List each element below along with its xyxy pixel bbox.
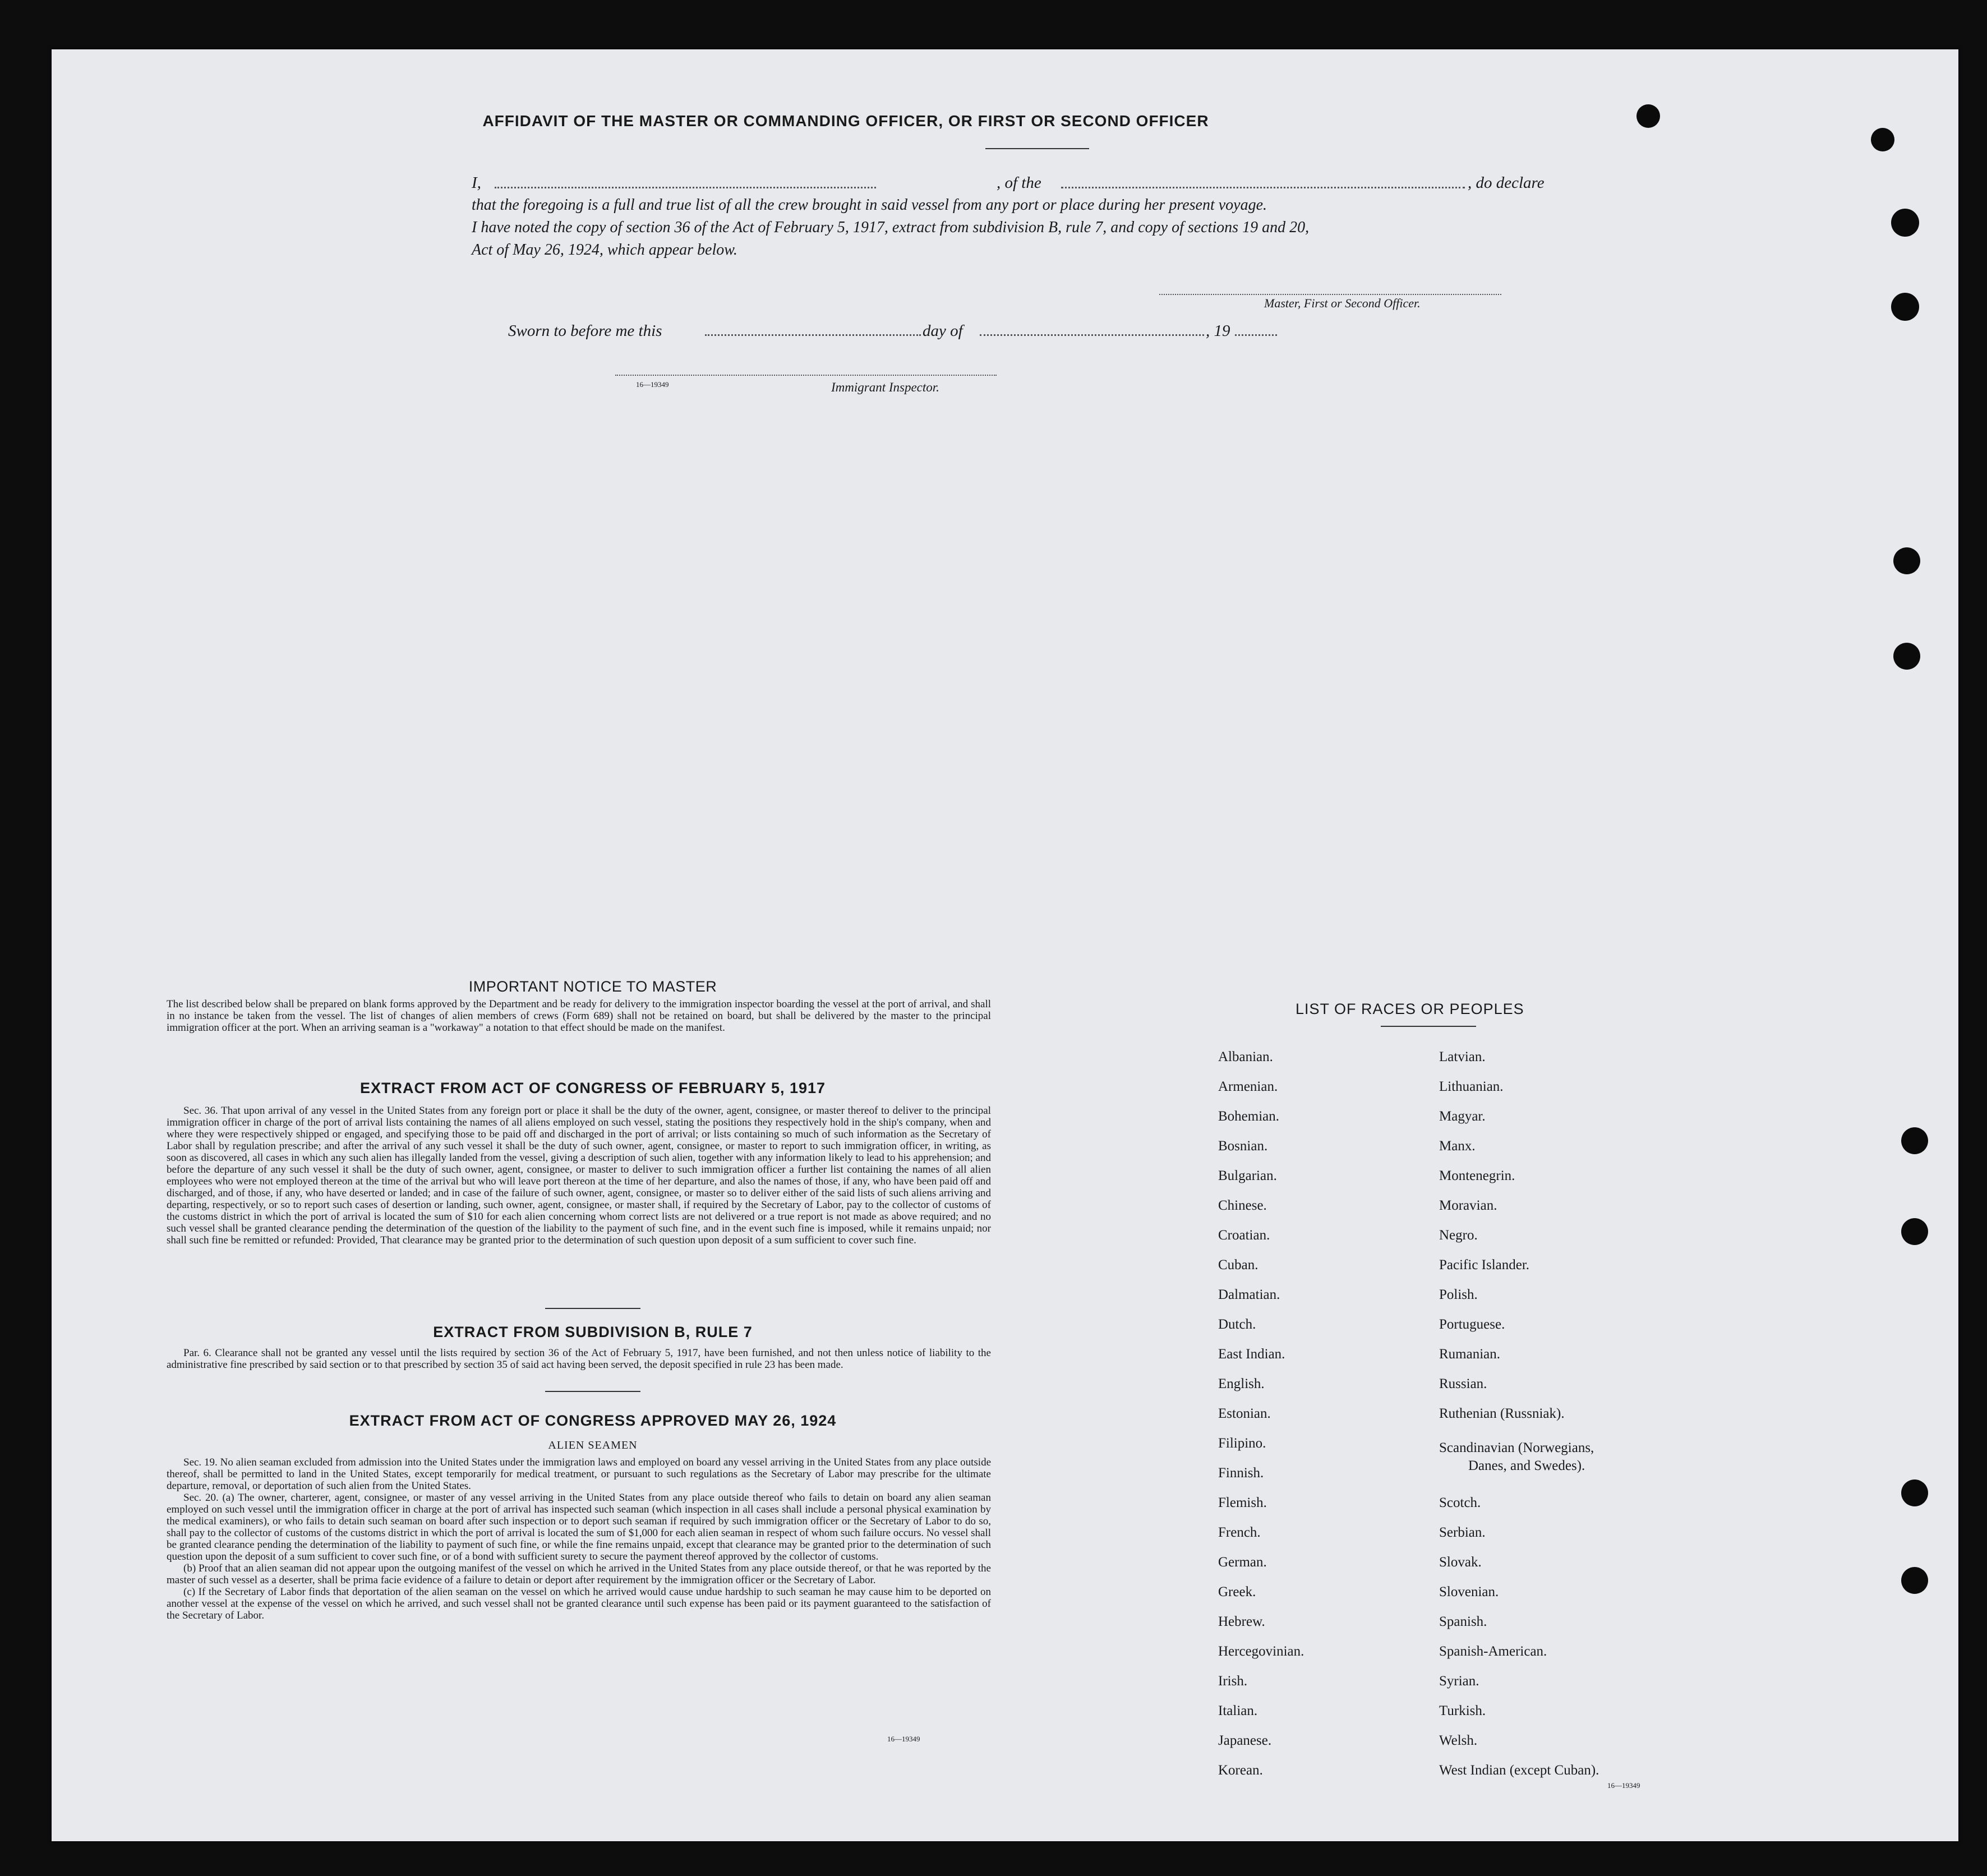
punch-hole [1901, 1127, 1928, 1154]
of-the-text: , of the [997, 174, 1041, 192]
race-item: Croatian. [1218, 1228, 1270, 1243]
affidavit-line2: that the foregoing is a full and true list of all the crew brought in said vessel from any port or place during her present voyage. [472, 196, 1267, 214]
races-underline [1381, 1026, 1476, 1027]
race-item: Lithuanian. [1439, 1079, 1504, 1094]
race-item: Ruthenian (Russniak). [1439, 1406, 1565, 1421]
document-sheet [52, 49, 1958, 1841]
extract-1917-title: EXTRACT FROM ACT OF CONGRESS OF FEBRUARY 5, 1917 [359, 1080, 826, 1096]
race-item: Flemish. [1218, 1495, 1267, 1510]
sec-20b: (b) Proof that an alien seaman did not appear upon the outgoing manifest of the vessel on which he arrived in the United States from any place outside thereof, or that he was reported by the master of such vessel as a deserter, shall be prima facie evidence of a failure to detain or deport after requirement by the immigration officer or the Secretary of Labor. [167, 1562, 991, 1586]
race-item: Bulgarian. [1218, 1168, 1277, 1183]
races-title: LIST OF RACES OR PEOPLES [1296, 1001, 1524, 1017]
punch-hole [1893, 547, 1920, 574]
race-item: Portuguese. [1439, 1317, 1505, 1332]
name-blank[interactable] [495, 187, 876, 188]
race-item: Spanish-American. [1439, 1644, 1547, 1659]
sec-20c: (c) If the Secretary of Labor finds that deportation of the alien seaman on the vessel on which he arrived would cause undue hardship to such seaman he may cause him to be deported on another vessel at the expense of the vessel on which he arrived, and such vessel shall not be granted clearance until such expense has been paid or its payment guaranteed to the satisfaction of the Secretary of Labor. [167, 1586, 991, 1621]
race-item: Italian. [1218, 1703, 1258, 1718]
punch-hole [1891, 209, 1919, 237]
race-item: Negro. [1439, 1228, 1478, 1243]
affidavit-title: AFFIDAVIT OF THE MASTER OR COMMANDING OFFICER, OR FIRST OR SECOND OFFICER [482, 112, 1209, 130]
rule7-title: EXTRACT FROM SUBDIVISION B, RULE 7 [433, 1324, 753, 1340]
race-item: Japanese. [1218, 1733, 1272, 1748]
notice-body: The list described below shall be prepared on blank forms approved by the Department and be ready for delivery to the immigration inspector boarding the vessel at the port of arrival, and shall in no instance be taken from the vessel. The list of changes of alien members of crews (Form 689) shall not be retained on board, but shall be delivered by the master to the principal immigration officer at the port. When an arriving seaman is a "workaway" a notation to that effect should be made on the manifest. [167, 998, 991, 1034]
race-item: Polish. [1439, 1287, 1478, 1302]
sworn-month-blank[interactable] [980, 334, 1204, 336]
affidavit-line4: Act of May 26, 1924, which appear below. [472, 241, 737, 259]
race-item: Dalmatian. [1218, 1287, 1280, 1302]
race-item: Spanish. [1439, 1614, 1487, 1629]
rule7-body: Par. 6. Clearance shall not be granted any vessel until the lists required by section 36 of the Act of February 5, 1917, have been furnished, and not then unless notice of liability to the administrative fine prescribed by said section or to that prescribed by section 35 of said act having been served, the deposit specified in rule 23 has been made. [167, 1347, 991, 1371]
master-signature-label: Master, First or Second Officer. [1264, 296, 1421, 310]
race-item: Pacific Islander. [1439, 1257, 1530, 1273]
extract-1924-sections [167, 1456, 991, 1621]
race-item: East Indian. [1218, 1347, 1285, 1362]
sworn-day-blank[interactable] [705, 334, 921, 336]
divider-rule7 [545, 1391, 640, 1392]
race-item: Albanian. [1218, 1049, 1273, 1064]
extract-1917-body: Sec. 36. That upon arrival of any vessel in the United States from any foreign port or place it shall be the duty of the owner, agent, consignee, or master thereof to deliver to the principal immigration officer in charge of the port of arrival lists containing the names of all aliens employed on such vessel, stating the positions they respectively hold in the ship's company, when and where they were respectively shipped or engaged, and specifying those to be paid off and discharged in the port of arrival; or lists containing so much of such information as the Secretary of Labor shall by regulation prescribe; and after the arrival of any such vessel it shall be the duty of such owner, agent, consignee, or master to report to such immigration officer, in writing, as soon as discovered, all cases in which any such alien has illegally landed from the vessel, giving a description of such alien, together with any information likely to lead to his apprehension; and before the departure of any such vessel it shall be the duty of such owner, agent, consignee, or master to deliver to such immigration officer a further list containing the names of all alien employees who were not employed thereon at the time of the arrival but who will leave port thereon at the time of her departure, and also the names of those, if any, who have been paid off and discharged, and of those, if any, who have deserted or landed; and in case of the failure of such owner, agent, consignee, or master so to deliver either of the said lists of such aliens arriving and departing, respectively, or so to report such cases of desertion or landing, such owner, agent, consignee, or master shall, if required by the Secretary of Labor, pay to the collector of customs of the customs district in which the port of arrival is located the sum of $10 for each alien concerning whom correct lists are not delivered or a true report is not made as above required; and no such vessel shall be granted clearance pending the determination of the question of the liability to the payment of such fine, and in the event such fine is imposed, while it remains unpaid; nor shall such fine be remitted or refunded: Provided, That clearance may be granted prior to the determination of such question upon deposit of a sum sufficient to cover such fine. [167, 1105, 991, 1246]
race-item: Finnish. [1218, 1465, 1264, 1481]
punch-hole [1636, 104, 1660, 128]
year-text: , 19 [1206, 322, 1230, 340]
master-signature-line[interactable] [1159, 294, 1501, 295]
sworn-text: Sworn to before me this [508, 322, 662, 340]
race-item-continued: Danes, and Swedes). [1468, 1458, 1585, 1473]
punch-hole [1901, 1479, 1928, 1506]
punch-hole [1901, 1567, 1928, 1594]
punch-hole [1871, 128, 1894, 151]
race-item: Welsh. [1439, 1733, 1478, 1748]
race-item: Slovak. [1439, 1555, 1482, 1570]
race-item: Chinese. [1218, 1198, 1267, 1213]
race-item: Scandinavian (Norwegians, [1439, 1440, 1594, 1455]
race-item: West Indian (except Cuban). [1439, 1763, 1599, 1778]
race-item: Bohemian. [1218, 1109, 1280, 1124]
race-item: Moravian. [1439, 1198, 1497, 1213]
race-item: Korean. [1218, 1763, 1263, 1778]
race-item: Irish. [1218, 1674, 1248, 1689]
race-item: Dutch. [1218, 1317, 1256, 1332]
race-item: Cuban. [1218, 1257, 1258, 1273]
race-item: Montenegrin. [1439, 1168, 1515, 1183]
race-item: Filipino. [1218, 1436, 1266, 1451]
race-item: Serbian. [1439, 1525, 1486, 1540]
race-item: German. [1218, 1555, 1267, 1570]
race-item: Syrian. [1439, 1674, 1479, 1689]
races-form-number: 16—19349 [1607, 1781, 1640, 1790]
extract-1924-title: EXTRACT FROM ACT OF CONGRESS APPROVED MAY 26, 1924 [349, 1412, 837, 1429]
i-prefix: I, [472, 174, 481, 192]
race-item: Magyar. [1439, 1109, 1486, 1124]
race-item: Latvian. [1439, 1049, 1486, 1064]
punch-hole [1901, 1218, 1928, 1245]
inspector-signature-line[interactable] [615, 375, 997, 376]
race-item: Greek. [1218, 1584, 1256, 1600]
affidavit-form-number: 16—19349 [636, 380, 669, 389]
race-item: Estonian. [1218, 1406, 1271, 1421]
divider-1917 [545, 1308, 640, 1309]
sworn-year-blank[interactable] [1235, 334, 1277, 336]
race-item: Slovenian. [1439, 1584, 1499, 1600]
inspector-label: Immigrant Inspector. [831, 380, 939, 394]
race-item: Russian. [1439, 1376, 1487, 1391]
day-of-text: day of [923, 322, 963, 340]
extract-form-number: 16—19349 [887, 1735, 920, 1743]
race-item: Hercegovinian. [1218, 1644, 1304, 1659]
punch-hole [1891, 293, 1919, 321]
race-item: English. [1218, 1376, 1265, 1391]
sec-19: Sec. 19. No alien seaman excluded from admission into the United States under the immigration laws and employed on board any vessel arriving in the United States from any place outside thereof, shall be permitted to land in the United States, except temporarily for medical treatment, or pursuant to such regulations as the Secretary of Labor may prescribe for the ultimate departure, removal, or deportation of such alien from the United States. [167, 1456, 991, 1492]
vessel-blank[interactable] [1061, 187, 1465, 188]
race-item: Turkish. [1439, 1703, 1486, 1718]
race-item: Bosnian. [1218, 1138, 1268, 1154]
sec-20a: Sec. 20. (a) The owner, charterer, agent, consignee, or master of any vessel arriving in the United States from any place outside thereof who fails to detain on board any alien seaman employed on such vessel until the immigration officer in charge at the port of arrival has inspected such seaman (which inspection in all cases shall include a personal physical examination by the medical examiners), or who fails to detain such seaman on board after such inspection or to deport such seaman if required by such immigration officer or the Secretary of Labor to do so, shall pay to the collector of customs of the customs district in which the port of arrival is located the sum of $1,000 for each alien seaman in respect of whom such failure occurs. No vessel shall be granted clearance pending the determination of the liability to payment of such fine, or while the fine remains unpaid, except that clearance may be granted prior to the determination of such question upon the deposit of a sum sufficient to cover such fine, or of a bond with sufficient surety to secure the payment thereof approved by the collector of customs. [167, 1492, 991, 1562]
title-underline [985, 148, 1089, 149]
race-item: Manx. [1439, 1138, 1476, 1154]
alien-seamen-subtitle: ALIEN SEAMEN [548, 1439, 638, 1451]
race-item: Hebrew. [1218, 1614, 1265, 1629]
race-item: French. [1218, 1525, 1261, 1540]
race-item: Armenian. [1218, 1079, 1278, 1094]
affidavit-line3: I have noted the copy of section 36 of the Act of February 5, 1917, extract from subdivision B, rule 7, and copy of sections 19 and 20, [472, 219, 1310, 236]
do-declare-text: , do declare [1468, 174, 1545, 192]
race-item: Scotch. [1439, 1495, 1481, 1510]
notice-title: IMPORTANT NOTICE TO MASTER [468, 978, 717, 995]
race-item: Rumanian. [1439, 1347, 1501, 1362]
punch-hole [1893, 643, 1920, 670]
